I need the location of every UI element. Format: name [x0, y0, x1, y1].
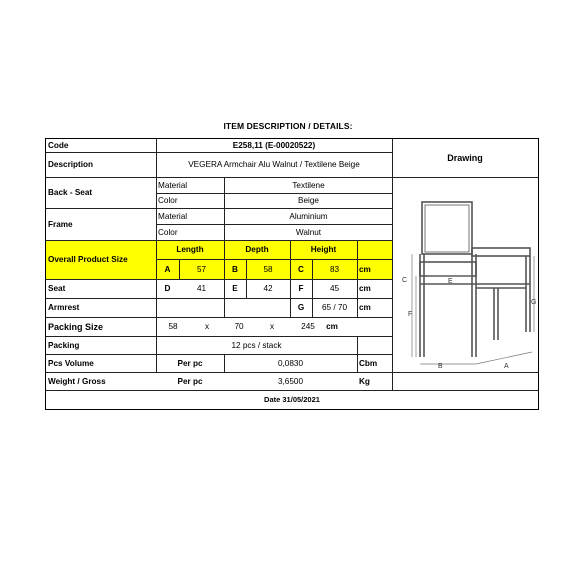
- pcs-volume-per: Per pc: [177, 358, 203, 368]
- dim-g-marker: G: [531, 299, 537, 306]
- dim-c-letter: C: [298, 264, 304, 274]
- dim-c-marker: C: [402, 277, 408, 284]
- back-seat-color-label: Color: [158, 196, 178, 205]
- packing-label: Packing: [48, 340, 80, 350]
- dim-g-value: 65 / 70: [321, 303, 348, 312]
- date-footer: Date 31/05/2021: [264, 395, 320, 404]
- packing-size-label: Packing Size: [48, 321, 104, 332]
- length-label: Length: [176, 245, 204, 254]
- overall-size-label: Overall Product Size: [48, 255, 128, 264]
- description-label: Description: [48, 160, 94, 169]
- dim-b-marker: B: [438, 363, 443, 370]
- pcs-volume-label: Pcs Volume: [48, 358, 94, 368]
- depth-label: Depth: [245, 245, 269, 254]
- armrest-label: Armrest: [48, 303, 80, 312]
- pcs-volume-unit: Cbm: [359, 358, 378, 368]
- frame-label: Frame: [48, 219, 73, 229]
- dim-c-value: 83: [329, 264, 340, 274]
- seat-unit: cm: [359, 284, 371, 293]
- packing-size-x1: x: [204, 322, 210, 331]
- weight-unit: Kg: [359, 376, 370, 386]
- dim-a-letter: A: [164, 264, 171, 274]
- frame-material-value: Aluminium: [224, 208, 392, 224]
- weight-per: Per pc: [177, 376, 203, 386]
- dim-b-value: 58: [263, 264, 273, 274]
- dim-b-letter: B: [232, 264, 238, 274]
- dim-a-marker: A: [504, 363, 509, 370]
- dim-e-letter: E: [232, 284, 238, 293]
- packing-size-unit: cm: [326, 322, 338, 331]
- weight-label: Weight / Gross: [48, 376, 106, 386]
- description-value: VEGERA Armchair Alu Walnut / Textilene Beige: [188, 160, 360, 169]
- back-seat-material-label: Material: [158, 180, 188, 190]
- packing-size-length: 58: [168, 322, 178, 331]
- dim-f-marker: F: [408, 311, 413, 318]
- overall-unit: cm: [359, 264, 371, 274]
- drawing-label: Drawing: [447, 153, 483, 163]
- packing-value: 12 pcs / stack: [231, 340, 282, 350]
- back-seat-label: Back - Seat: [48, 188, 93, 197]
- chair-drawing: [398, 192, 538, 370]
- dim-d-letter: D: [164, 284, 171, 293]
- weight-value: 3,6500: [277, 376, 304, 386]
- back-seat-material-value: Textilene: [224, 177, 392, 193]
- document-title: ITEM DESCRIPTION / DETAILS:: [223, 121, 353, 131]
- back-seat-color-value: Beige: [224, 193, 392, 208]
- pcs-volume-value: 0,0830: [277, 358, 304, 368]
- code-value: E258,11 (E-00020522): [232, 141, 316, 150]
- packing-size-width: 70: [234, 322, 244, 331]
- armrest-unit: cm: [359, 303, 371, 312]
- packing-size-height: 245: [301, 322, 315, 331]
- frame-color-value: Walnut: [224, 224, 392, 240]
- dim-f-letter: F: [298, 284, 304, 293]
- seat-label: Seat: [48, 284, 66, 293]
- dim-f-value: 45: [329, 284, 340, 293]
- dim-a-value: 57: [196, 264, 207, 274]
- dim-d-value: 41: [196, 284, 207, 293]
- dim-e-value: 42: [263, 284, 273, 293]
- packing-size-x2: x: [269, 322, 275, 331]
- frame-material-label: Material: [158, 211, 188, 221]
- frame-color-label: Color: [158, 227, 178, 237]
- height-label: Height: [310, 245, 337, 254]
- code-label: Code: [48, 141, 69, 150]
- dim-g-letter: G: [297, 303, 305, 312]
- dim-e-marker: E: [448, 278, 453, 285]
